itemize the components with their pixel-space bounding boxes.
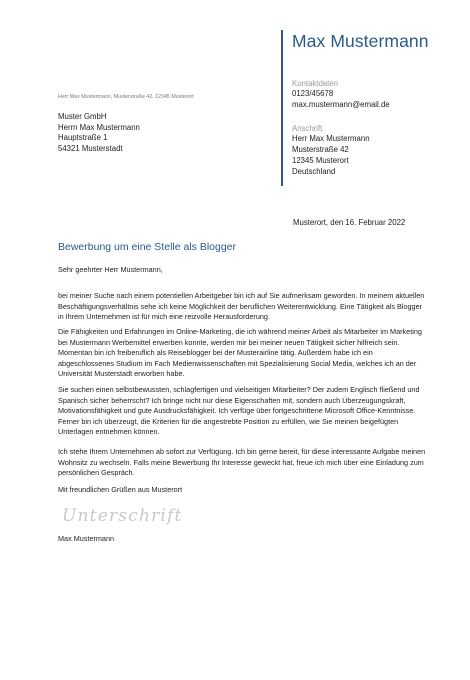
handwritten-signature: Unterschrift — [62, 506, 183, 526]
salutation — [58, 265, 426, 276]
paragraph-text: Die Fähigkeiten und Erfahrungen im Online-Marketing, die ich während meiner Arbeit als Mitarbeiter im Marketing bei Mustermann Werbemittel erwerben konnte, werden mir bei meiner neuen Tätigkeit sicher hilfreich sein. Momentan bin ich freiberuflich als Reiseblogger bei der Musterairline tätig. Außerdem habe ich ein abgeschlossenes Studium im Fach Medienwissenschaften mit Spezialisierung Social Media, welches ich an der Universität Musterstadt erworben habe. — [58, 327, 422, 378]
salutation-text: Sehr geehrter Herr Mustermann, — [58, 265, 163, 274]
body-paragraph — [58, 385, 426, 438]
closing-text: Mit freundlichen Grüßen aus Musterort — [58, 485, 183, 494]
recipient-address — [58, 112, 140, 154]
paragraph-text: Sie suchen einen selbstbewussten, schlagfertigen und vielseitigen Mitarbeiter? Der zudem Englisch fließend und Spanisch sicher beherrscht? Ich bringe nicht nur diese Eigenschaften mit, sondern auch Überzeugungskraft, Motivationsfähigkeit und gute Ausdrucksfähigkeit. Ich verfüge über fortgeschrittene Microsoft Office-Kenntnisse. Ferner bin ich überzeugt, die Kriterien für die angestrebte Position zu erfüllen, wie Sie meinen beigefügten Unterlagen entnehmen können. — [58, 385, 420, 436]
body-paragraph — [58, 291, 426, 323]
paragraph-text: bei meiner Suche nach einem potentiellen Arbeitgeber bin ich auf Sie aufmerksam geworden. In meinem aktuellen Beschäftigungsverhältnis sehe ich keine Möglichkeit der beruflichen Weiterentwicklung. Eine Tätigkeit als Blogger in Ihrem Unternehmen ist für mich eine reizvolle Herausforderung. — [58, 291, 425, 321]
contact-email: max.mustermann@email.de — [292, 100, 390, 109]
closing — [58, 485, 426, 496]
contact-phone: 0123/45678 — [292, 89, 334, 98]
address-line: Deutschland — [292, 167, 336, 176]
address-label: Anschrift — [292, 124, 323, 133]
header-divider — [281, 30, 283, 186]
contact-label: Kontaktdaten — [292, 79, 338, 88]
address-line: 12345 Musterort — [292, 156, 349, 165]
address-line: Herr Max Mustermann — [292, 134, 370, 143]
body-paragraph — [58, 447, 426, 479]
recipient-line: Muster GmbH — [58, 112, 107, 121]
recipient-line: Hauptstraße 1 — [58, 133, 108, 143]
recipient-line: 54321 Musterstadt — [58, 143, 123, 153]
letter-date: Musterort, den 16. Februar 2022 — [293, 218, 406, 227]
applicant-name: Max Mustermann — [292, 31, 429, 51]
paragraph-text: Ich stehe Ihrem Unternehmen ab sofort zur Verfügung. Ich bin gerne bereit, für diese interessante Aufgabe meinen Wohnsitz zu wechseln. Falls meine Bewerbung Ihr Interesse geweckt hat, freue ich mich über eine Einladung zum persönlichen Gespräch. — [58, 447, 426, 477]
recipient-line: Herrn Max Mustermann — [58, 122, 140, 132]
body-paragraph — [58, 327, 426, 380]
signer-name: Max Mustermann — [58, 534, 115, 543]
letter-subject: Bewerbung um eine Stelle als Blogger — [58, 241, 237, 253]
sender-return-line: Herr Max Mustermann, Musterstraße 42, 12345 Musterort — [58, 94, 194, 100]
address-line: Musterstraße 42 — [292, 145, 349, 154]
